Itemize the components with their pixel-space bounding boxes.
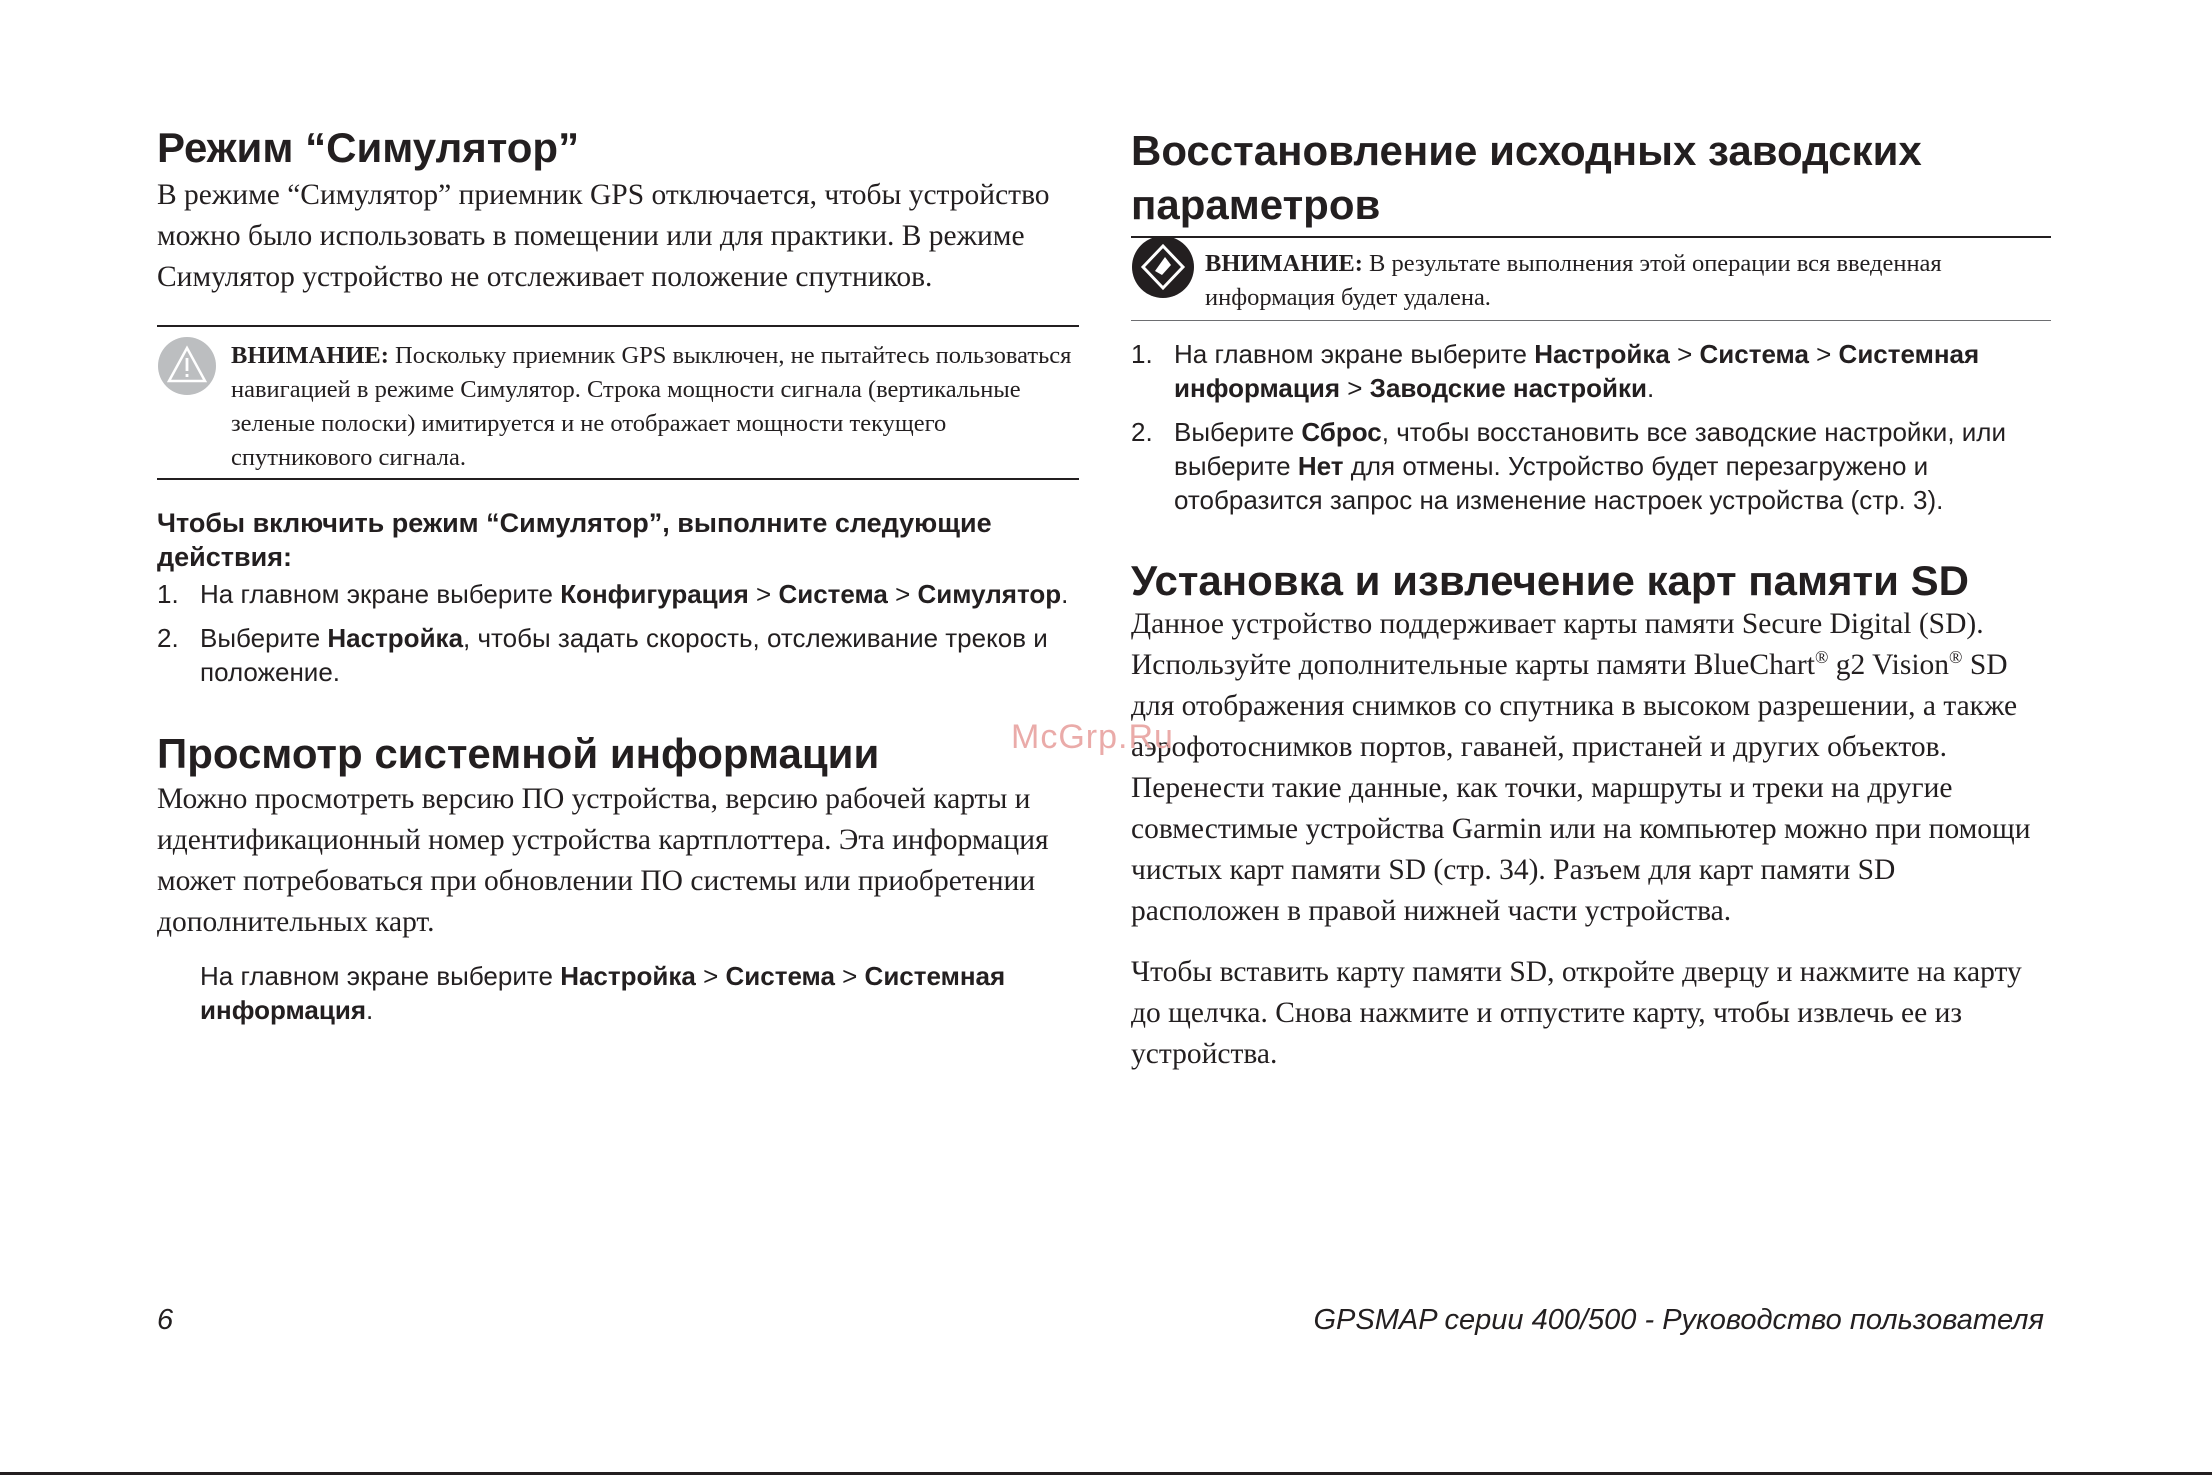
footer-title: GPSMAP серии 400/500 - Руководство пользователя [1313, 1304, 2044, 1336]
sd-heading: Установка и извлечение карт памяти SD [1131, 557, 1969, 604]
warning-box [1131, 236, 2051, 321]
caution-box [157, 325, 1079, 480]
sd-body-1: Данное устройство поддерживает карты памяти Secure Digital (SD). Используйте дополнительные карты памяти BlueChart® g2 Vision® SD для отображения снимков со спутника в высоком разрешении, а также аэрофотоснимков портов, гаваней, пристаней и других объектов. Перенести такие данные, как точки, маршруты и треки на другие совместимые устройства Garmin или на компьютер можно при помощи чистых карт памяти SD (стр. 34). Разъем для карт памяти SD расположен в правой нижней части устройства. [1131, 608, 2031, 927]
caution-label: ВНИМАНИЕ: [231, 342, 389, 369]
page-number: 6 [157, 1304, 174, 1336]
list-item: 2. Выберите Настройка, чтобы задать скорость, отслеживание треков и положение. [157, 623, 1048, 687]
menu-path-system: Система [1699, 339, 1809, 369]
simulator-steps [157, 577, 1079, 699]
warning-diamond-icon [1131, 235, 1195, 304]
menu-path-system-info: Системная информация [200, 961, 1006, 1025]
warning-text [1205, 247, 2051, 315]
step-number: 2. [1131, 417, 1153, 447]
sysinfo-step: На главном экране выберите Настройка > Система > Системная информация. [200, 961, 1006, 1025]
menu-path-system-info: Системная информация [1174, 339, 1980, 403]
option-no: Нет [1297, 451, 1344, 481]
registered-mark: ® [1949, 647, 1963, 668]
menu-path-simulator: Симулятор [917, 579, 1062, 609]
reset-heading: Восстановление исходных заводских параметров [1131, 127, 1922, 228]
sysinfo-heading: Просмотр системной информации [157, 730, 880, 777]
caution-body: Поскольку приемник GPS выключен, не пытайтесь пользоваться навигацией в режиме Симулятор. Строка мощности сигнала (вертикальные зеленые полоски) имитируется и не отображает мощности текущего спутникового сигнала. [231, 342, 1072, 471]
menu-path-setup: Настройка [327, 623, 464, 653]
step-number: 1. [157, 579, 179, 609]
menu-path-setup: Настройка [1534, 339, 1670, 369]
registered-mark: ® [1814, 647, 1829, 668]
warning-label: ВНИМАНИЕ: [1205, 250, 1363, 277]
watermark: McGrp.Ru [1011, 718, 1174, 756]
menu-path-factory-settings: Заводские настройки [1369, 373, 1647, 403]
list-item: 1. На главном экране выберите Конфигурация > Система > Симулятор. [157, 579, 1069, 609]
menu-path-configuration: Конфигурация [560, 579, 749, 609]
menu-path-system: Система [778, 579, 888, 609]
option-reset: Сброс [1301, 417, 1382, 447]
warning-body: В результате выполнения этой операции вся введенная информация будет удалена. [1205, 250, 1942, 311]
list-item: 2. Выберите Сброс, чтобы восстановить все заводские настройки, или выберите Нет для отмены. Устройство будет перезагружено и отобразится запрос на изменение настроек устройства (стр. 3). [1131, 417, 2006, 515]
simulator-body: В режиме “Симулятор” приемник GPS отключается, чтобы устройство можно было использовать в помещении или для практики. В режиме Симулятор устройство не отслеживает положение спутников. [157, 179, 1050, 293]
simulator-procedure-heading: Чтобы включить режим “Симулятор”, выполните следующие действия: [157, 508, 992, 572]
reset-steps [1131, 337, 2011, 527]
caution-triangle-icon [157, 336, 217, 401]
caution-text [231, 339, 1079, 475]
menu-path-system: Система [725, 961, 835, 991]
menu-path-setup: Настройка [560, 961, 696, 991]
list-item: 1. На главном экране выберите Настройка > Система > Системная информация > Заводские настройки. [1131, 339, 1980, 403]
step-number: 1. [1131, 339, 1153, 369]
sysinfo-body: Можно просмотреть версию ПО устройства, версию рабочей карты и идентификационный номер устройства картплоттера. Эта информация может потребоваться при обновлении ПО системы или приобретении дополнительных карт. [157, 783, 1049, 938]
step-number: 2. [157, 623, 179, 653]
simulator-heading: Режим “Симулятор” [157, 124, 580, 171]
sd-body-2: Чтобы вставить карту памяти SD, откройте дверцу и нажмите на карту до щелчка. Снова нажмите и отпустите карту, чтобы извлечь ее из устройства. [1131, 956, 2022, 1070]
